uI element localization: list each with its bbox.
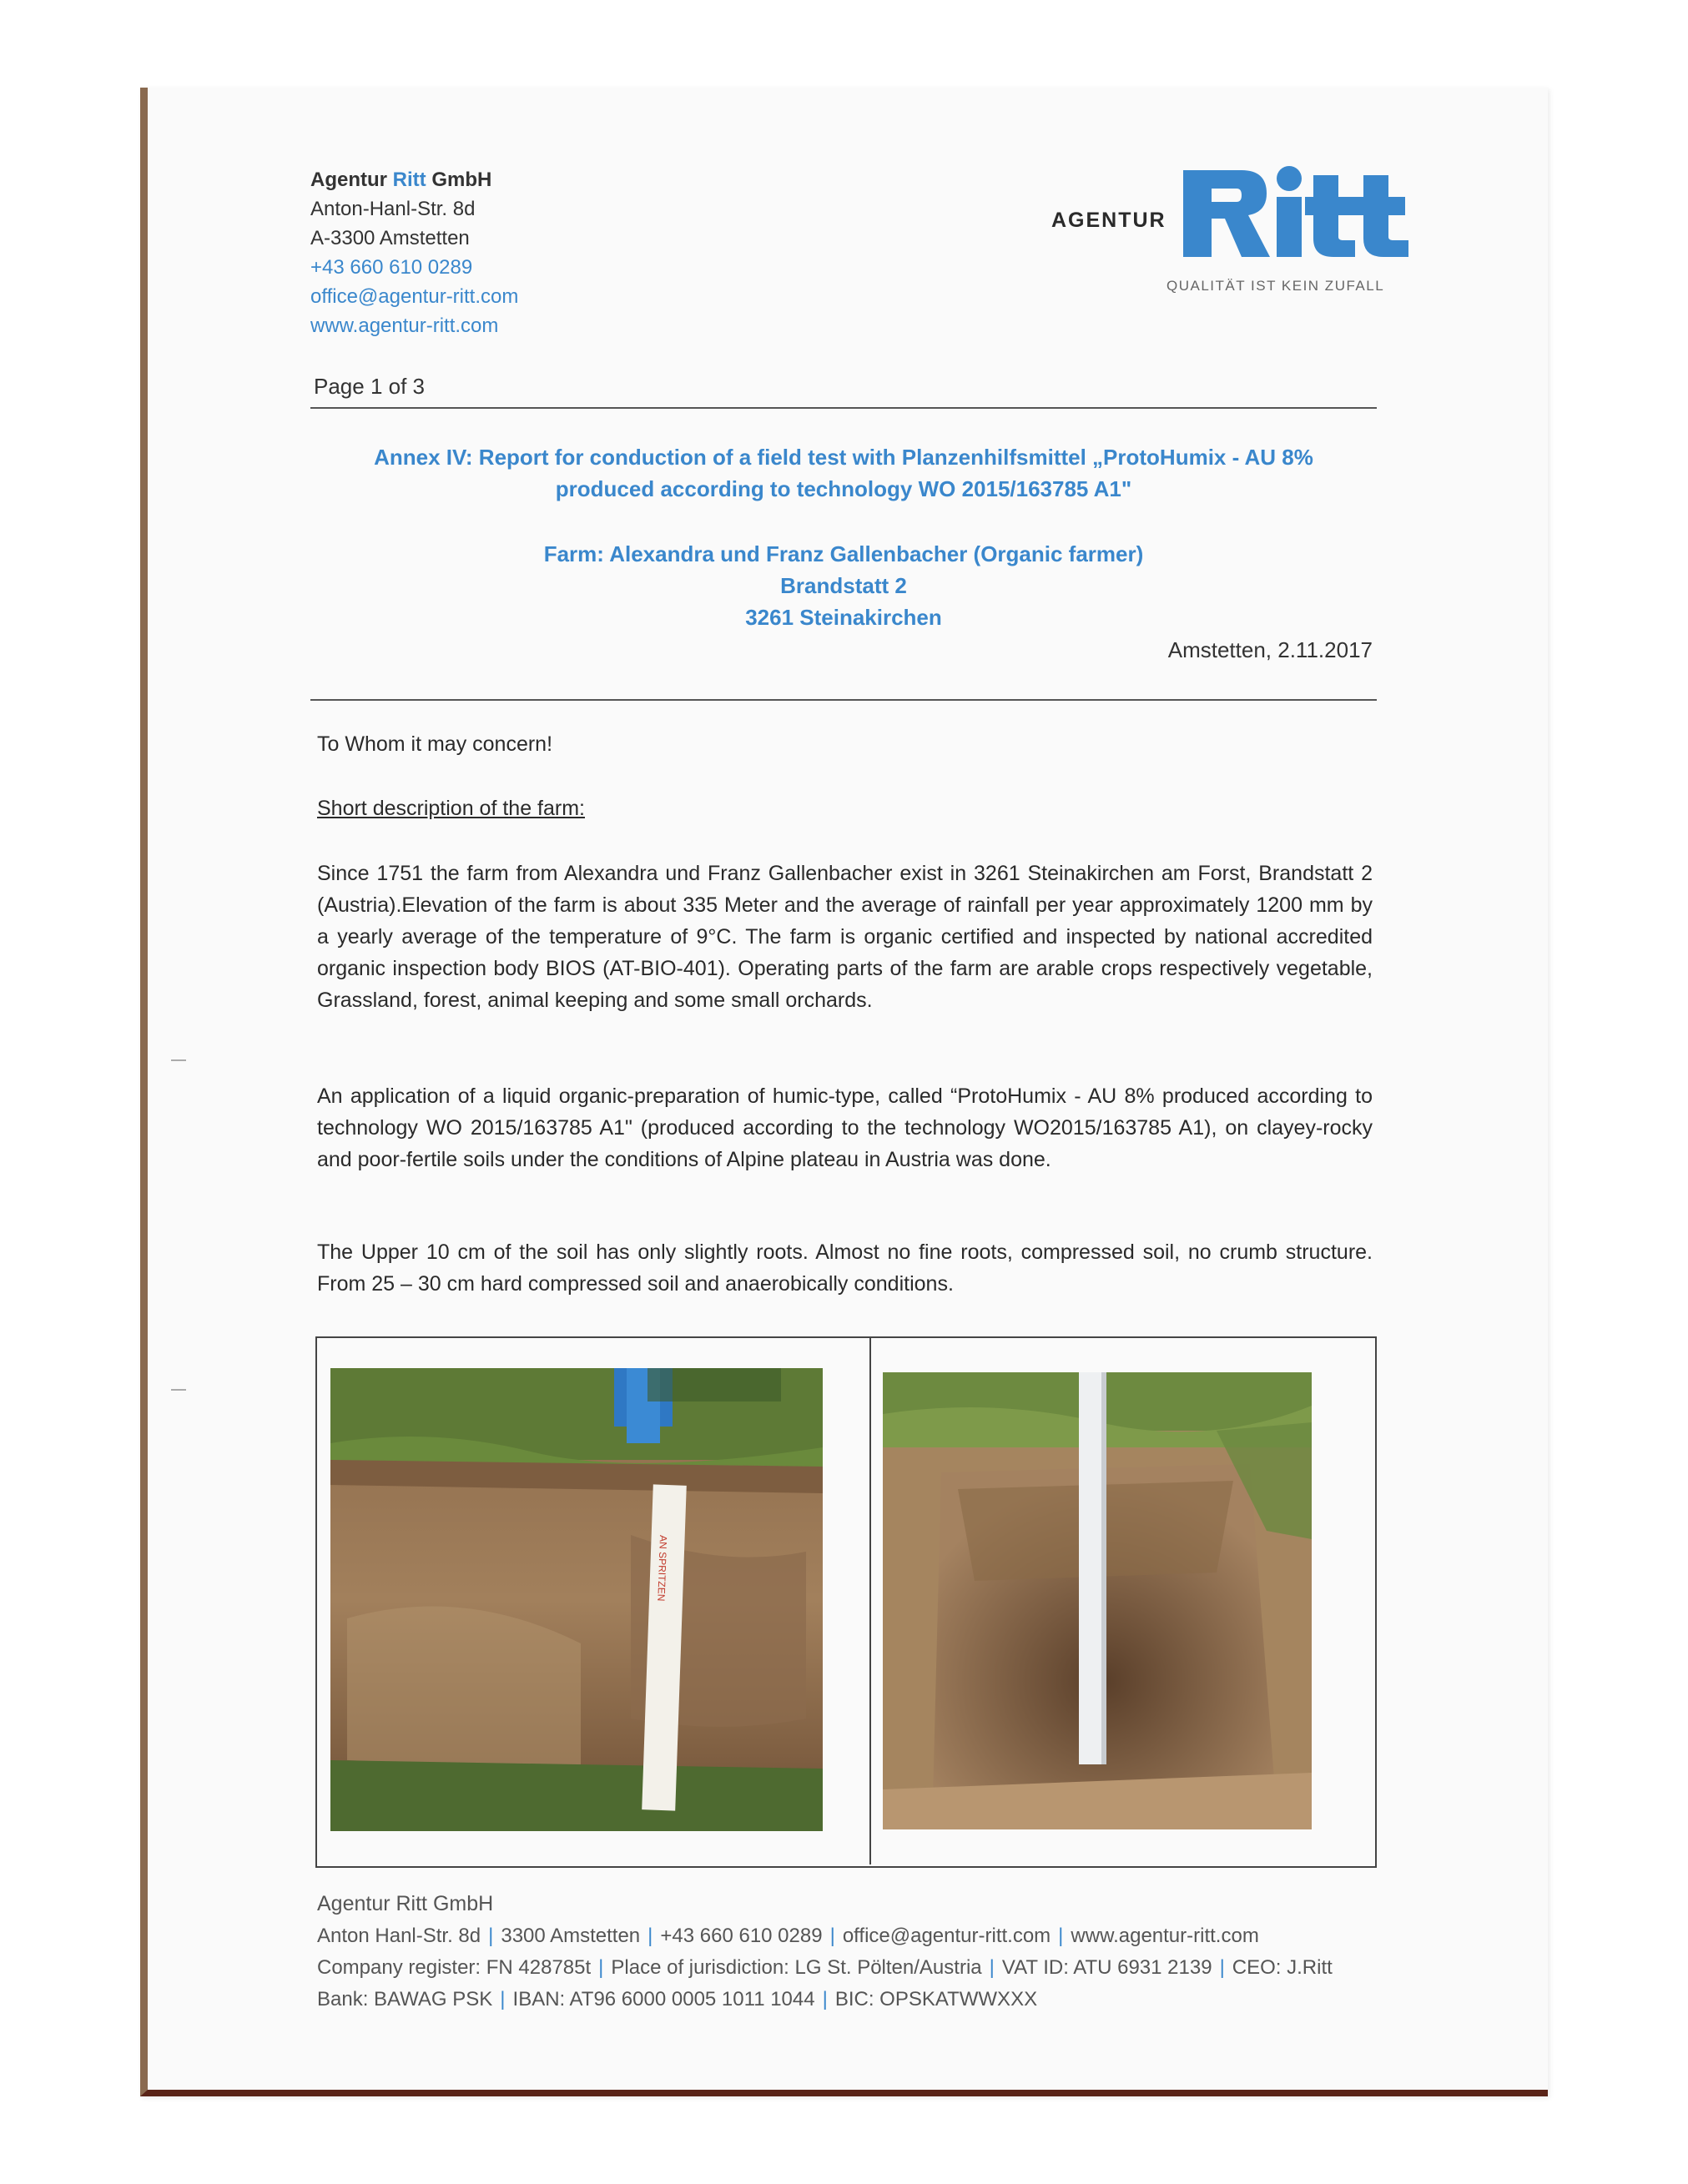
paragraph-soil-condition: The Upper 10 cm of the soil has only slightly roots. Almost no fine roots, compressed soil, no crumb structure. From 25 – 30 cm hard compressed soil and anaerobically conditions. — [317, 1240, 1373, 1296]
footer-bank: Bank: BAWAG PSK — [317, 1988, 493, 2010]
ritt-logo-icon — [1183, 164, 1418, 265]
footer-phone: +43 660 610 0289 — [660, 1925, 823, 1947]
footer-line-1: Anton Hanl-Str. 8d | 3300 Amstetten | +43 660 610 0289 | office@agentur-ritt.com | www.agentur-ritt.com — [317, 1925, 1259, 1947]
paragraph-application: An application of a liquid organic-preparation of humic-type, called “ProtoHumix - AU 8% produced according to technology WO 2015/163785 A1" (produced according to the technology WO2015/163785 A1), on clayey-rocky and poor-fertile soils under the conditions of Alpine plateau in Austria was done. — [317, 1084, 1373, 1171]
farm-street: Brandstatt 2 — [780, 573, 907, 598]
footer-iban: IBAN: AT96 6000 0005 1011 1044 — [512, 1988, 815, 2010]
farm-name: Farm: Alexandra und Franz Gallenbacher (Organic farmer) — [543, 541, 1144, 566]
ruler-label: AN SPRITZEN — [655, 1534, 669, 1602]
farm-city: 3261 Steinakirchen — [745, 605, 942, 630]
company-city: A-3300 Amstetten — [310, 227, 470, 249]
soil-profile-photo-left — [330, 1368, 823, 1831]
footer-jurisdiction: Place of jurisdiction: LG St. Pölten/Austria — [611, 1956, 982, 1979]
paragraph-farm-description: Since 1751 the farm from Alexandra und Franz Gallenbacher exist in 3261 Steinakirchen am Forst, Brandstatt 2 (Austria).Elevation of the farm is about 335 Meter and the average of rainfall per year approximately 1200 mm by a yearly average of the temperature of 9°C. The farm is organic certified and inspected by national accredited organic inspection body BIOS (AT-BIO-401). Operating parts of the farm are arable crops respectively vegetable, Grassland, forest, animal keeping and some small orchards. — [317, 862, 1373, 1012]
document-date: Amstetten, 2.11.2017 — [1167, 637, 1373, 662]
footer-company: Agentur Ritt GmbH — [317, 1892, 494, 1915]
logo-word: AGENTUR — [1051, 209, 1166, 232]
report-title — [314, 441, 1373, 505]
company-web: www.agentur-ritt.com — [310, 315, 499, 337]
salutation: To Whom it may concern! — [317, 732, 553, 756]
footer-vat: VAT ID: ATU 6931 2139 — [1001, 1956, 1212, 1979]
company-street: Anton-Hanl-Str. 8d — [310, 198, 476, 220]
footer-line-3: Bank: BAWAG PSK | IBAN: AT96 6000 0005 1011 1044 | BIC: OPSKATWWXXX — [317, 1988, 1038, 2010]
footer-register: Company register: FN 428785t — [317, 1956, 592, 1979]
footer-street: Anton Hanl-Str. 8d — [317, 1925, 481, 1947]
edge-mark — [171, 1059, 186, 1061]
footer-email: office@agentur-ritt.com — [842, 1925, 1051, 1947]
header-rule — [310, 407, 1377, 409]
soil-pit-photo-right — [883, 1372, 1312, 1829]
footer-web: www.agentur-ritt.com — [1071, 1925, 1259, 1947]
photo-table-divider — [869, 1336, 871, 1864]
footer-bic: BIC: OPSKATWWXXX — [834, 1988, 1038, 2010]
company-email: office@agentur-ritt.com — [310, 285, 519, 308]
title-line-1: Annex IV: Report for conduction of a field test with Planzenhilfsmittel „ProtoHumix - AU 8% — [374, 445, 1313, 470]
edge-mark — [171, 1389, 186, 1391]
title-line-2: produced according to technology WO 2015/163785 A1" — [555, 476, 1132, 501]
farm-block — [314, 538, 1373, 633]
footer-ceo: CEO: J.Ritt — [1232, 1956, 1333, 1979]
title-rule — [310, 699, 1377, 701]
footer-line-2: Company register: FN 428785t | Place of jurisdiction: LG St. Pölten/Austria | VAT ID: ATU 6931 2139 | CEO: J.Ritt — [317, 1956, 1333, 1979]
footer-city: 3300 Amstetten — [501, 1925, 641, 1947]
company-name: Agentur Ritt GmbH — [310, 169, 492, 191]
sender-address — [310, 165, 518, 340]
logo-tagline: QUALITÄT IST KEIN ZUFALL — [1166, 278, 1385, 294]
page-number: Page 1 of 3 — [314, 374, 425, 399]
company-phone: +43 660 610 0289 — [310, 256, 473, 279]
section-heading: Short description of the farm: — [317, 797, 585, 820]
